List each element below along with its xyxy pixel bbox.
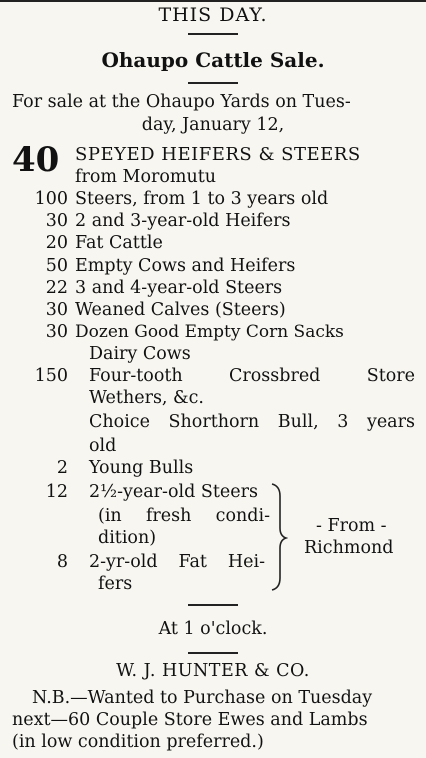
item-quantity: 50 — [45, 256, 68, 276]
wethers-line-2: Wethers, &c. — [89, 388, 204, 408]
wethers-word: Four-tooth — [89, 366, 183, 386]
intro-line-1: For sale at the Ohaupo Yards on Tues- — [12, 92, 351, 112]
source-line-2: Richmond — [304, 538, 394, 558]
steers-group-line-1: 2½-year-old Steers — [89, 482, 258, 502]
wethers-line-1 — [89, 368, 415, 386]
heifers-group-quantity: 8 — [56, 552, 68, 572]
steers-group-line-2 — [98, 508, 270, 526]
bull-line-2: old — [89, 436, 117, 456]
lead-line-2: from Moromutu — [75, 167, 217, 187]
note-line-1: N.B.—Wanted to Purchase on Tuesday — [32, 688, 373, 708]
bull-word: 3 — [337, 412, 349, 432]
item-text: Weaned Calves (Steers) — [75, 300, 286, 320]
bull-word: years — [366, 412, 415, 432]
steers-word: (in — [98, 506, 122, 526]
steers-word: condi- — [215, 506, 270, 526]
item-text: Fat Cattle — [75, 233, 163, 253]
intro-line-2: day, January 12, — [141, 115, 285, 135]
item-text: Dozen Good Empty Corn Sacks — [75, 322, 344, 342]
heifers-group-line-1 — [89, 554, 265, 572]
bull-word: Bull, — [277, 412, 319, 432]
rule-under-header — [188, 33, 238, 35]
young-bulls-text: Young Bulls — [89, 458, 194, 478]
item-quantity: 20 — [45, 233, 68, 253]
heifers-word: 2-yr-old — [89, 552, 158, 572]
auctioneer-name: W. J. HUNTER & CO. — [116, 661, 310, 681]
item-text: 3 and 4-year-old Steers — [75, 278, 283, 298]
lead-quantity: 40 — [12, 140, 60, 180]
item-quantity: 22 — [45, 278, 68, 298]
header-this-day: THIS DAY. — [158, 4, 268, 26]
sale-title: Ohaupo Cattle Sale. — [101, 48, 325, 72]
rule-under-title — [188, 82, 238, 84]
item-quantity: 30 — [45, 211, 68, 231]
steers-group-quantity: 12 — [45, 482, 68, 502]
sale-time: At 1 o'clock. — [158, 619, 268, 639]
item-text: Empty Cows and Heifers — [75, 256, 296, 276]
rule-under-time — [188, 652, 238, 654]
steers-group-line-3: dition) — [98, 528, 157, 548]
note-line-3: (in low condition preferred.) — [12, 732, 264, 752]
heifers-group-line-2: fers — [98, 574, 133, 594]
item-text: 2 and 3-year-old Heifers — [75, 211, 291, 231]
wethers-word: Store — [366, 366, 415, 386]
lead-line-1: SPEYED HEIFERS & STEERS — [75, 144, 361, 165]
young-bulls-quantity: 2 — [56, 458, 68, 478]
bull-word: Choice — [89, 412, 150, 432]
wethers-quantity: 150 — [34, 366, 68, 386]
right-brace-icon — [270, 482, 288, 592]
item-quantity: 100 — [34, 189, 68, 209]
item-quantity: 30 — [45, 300, 68, 320]
rule-above-time — [188, 604, 238, 606]
item-text: Steers, from 1 to 3 years old — [75, 189, 329, 209]
wethers-word: Crossbred — [229, 366, 321, 386]
heifers-word: Hei- — [227, 552, 265, 572]
dairy-cows-line: Dairy Cows — [89, 344, 191, 364]
bull-word: Shorthorn — [168, 412, 260, 432]
note-line-2: next—60 Couple Store Ewes and Lambs — [12, 710, 368, 730]
bull-line-1 — [89, 414, 415, 432]
steers-word: fresh — [145, 506, 192, 526]
item-quantity: 30 — [45, 322, 68, 342]
top-rule — [0, 0, 426, 2]
heifers-word: Fat — [178, 552, 207, 572]
source-line-1: - From - — [316, 516, 387, 536]
